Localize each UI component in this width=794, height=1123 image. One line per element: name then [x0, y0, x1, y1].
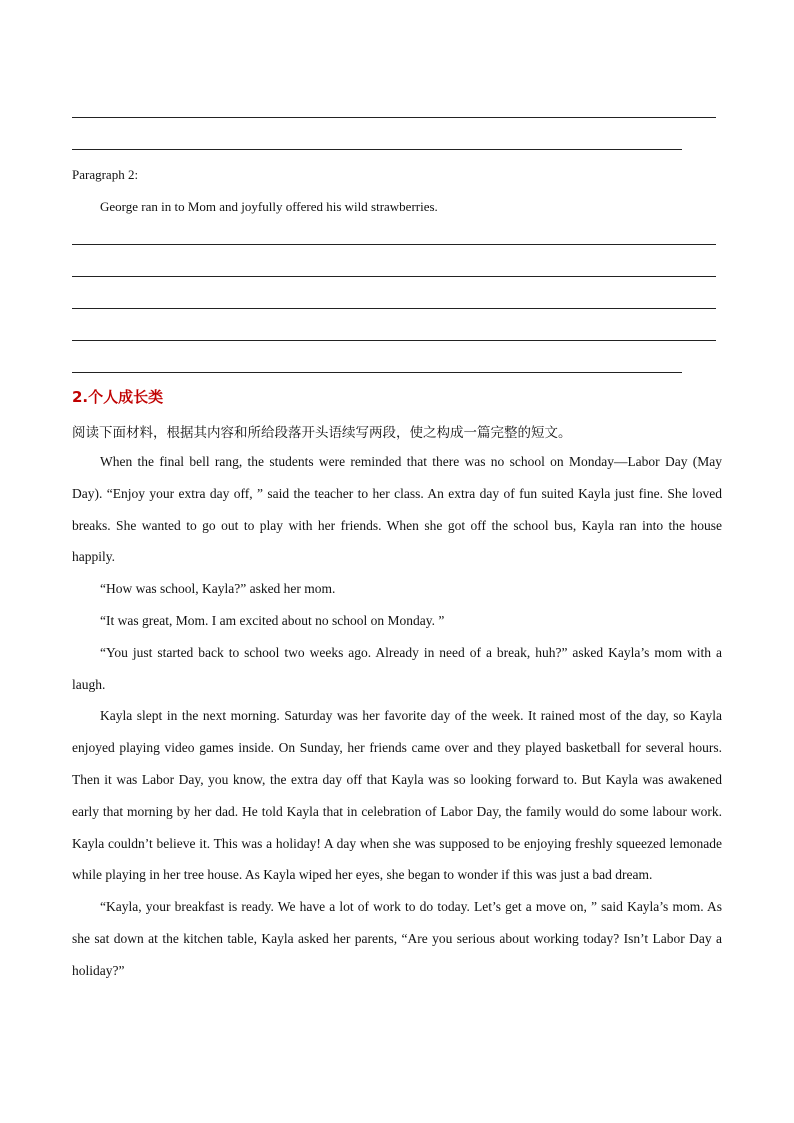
writing-line: [72, 340, 716, 341]
paragraph-label: Paragraph 2:: [72, 167, 139, 182]
story-paragraph: When the final bell rang, the students were reminded that there was no school on Monday—Labor Day (May Day). “Enjoy your extra day off, ” said the teacher to her class. An extra day of fun suited Kayla just fine. She loved breaks. She wanted to go out to play with her friends. When she got off the school bus, Kayla ran into the house happily.: [72, 454, 722, 565]
instruction-text: 阅读下面材料，根据其内容和所给段落开头语续写两段，使之构成一篇完整的短文。: [72, 425, 572, 441]
story-paragraph: “It was great, Mom. I am excited about no school on Monday. ”: [100, 612, 445, 628]
writing-line: [72, 117, 716, 118]
writing-line: [72, 308, 716, 309]
story-text: [72, 446, 722, 987]
story-paragraph: “How was school, Kayla?” asked her mom.: [100, 581, 336, 597]
paragraph-start-sentence: George ran in to Mom and joyfully offered his wild strawberries.: [100, 199, 438, 214]
story-paragraph: “You just started back to school two weeks ago. Already in need of a break, huh?” asked Kayla’s mom with a laugh.: [72, 644, 722, 692]
section-heading: 2.个人成长类: [72, 388, 164, 406]
story-paragraph: “Kayla, your breakfast is ready. We have a lot of work to do today. Let’s get a move on, ” said Kayla’s mom. As she sat down at the kitchen table, Kayla asked her parents, “Are you serious about working today? Isn’t Labor Day a holiday?”: [72, 899, 722, 978]
writing-line: [72, 276, 716, 277]
writing-line: [72, 149, 682, 150]
writing-line: [72, 372, 682, 373]
writing-line: [72, 244, 716, 245]
story-paragraph: Kayla slept in the next morning. Saturday was her favorite day of the week. It rained most of the day, so Kayla enjoyed playing video games inside. On Sunday, her friends came over and they played basketball for several hours. Then it was Labor Day, you know, the extra day off that Kayla was so looking forward to. But Kayla was awakened early that morning by her dad. He told Kayla that in celebration of Labor Day, the family would do some labour work. Kayla couldn’t believe it. This was a holiday! A day when she was supposed to be enjoying freshly squeezed lemonade while playing in her tree house. As Kayla wiped her eyes, she began to wonder if this was just a bad dream.: [72, 708, 722, 883]
